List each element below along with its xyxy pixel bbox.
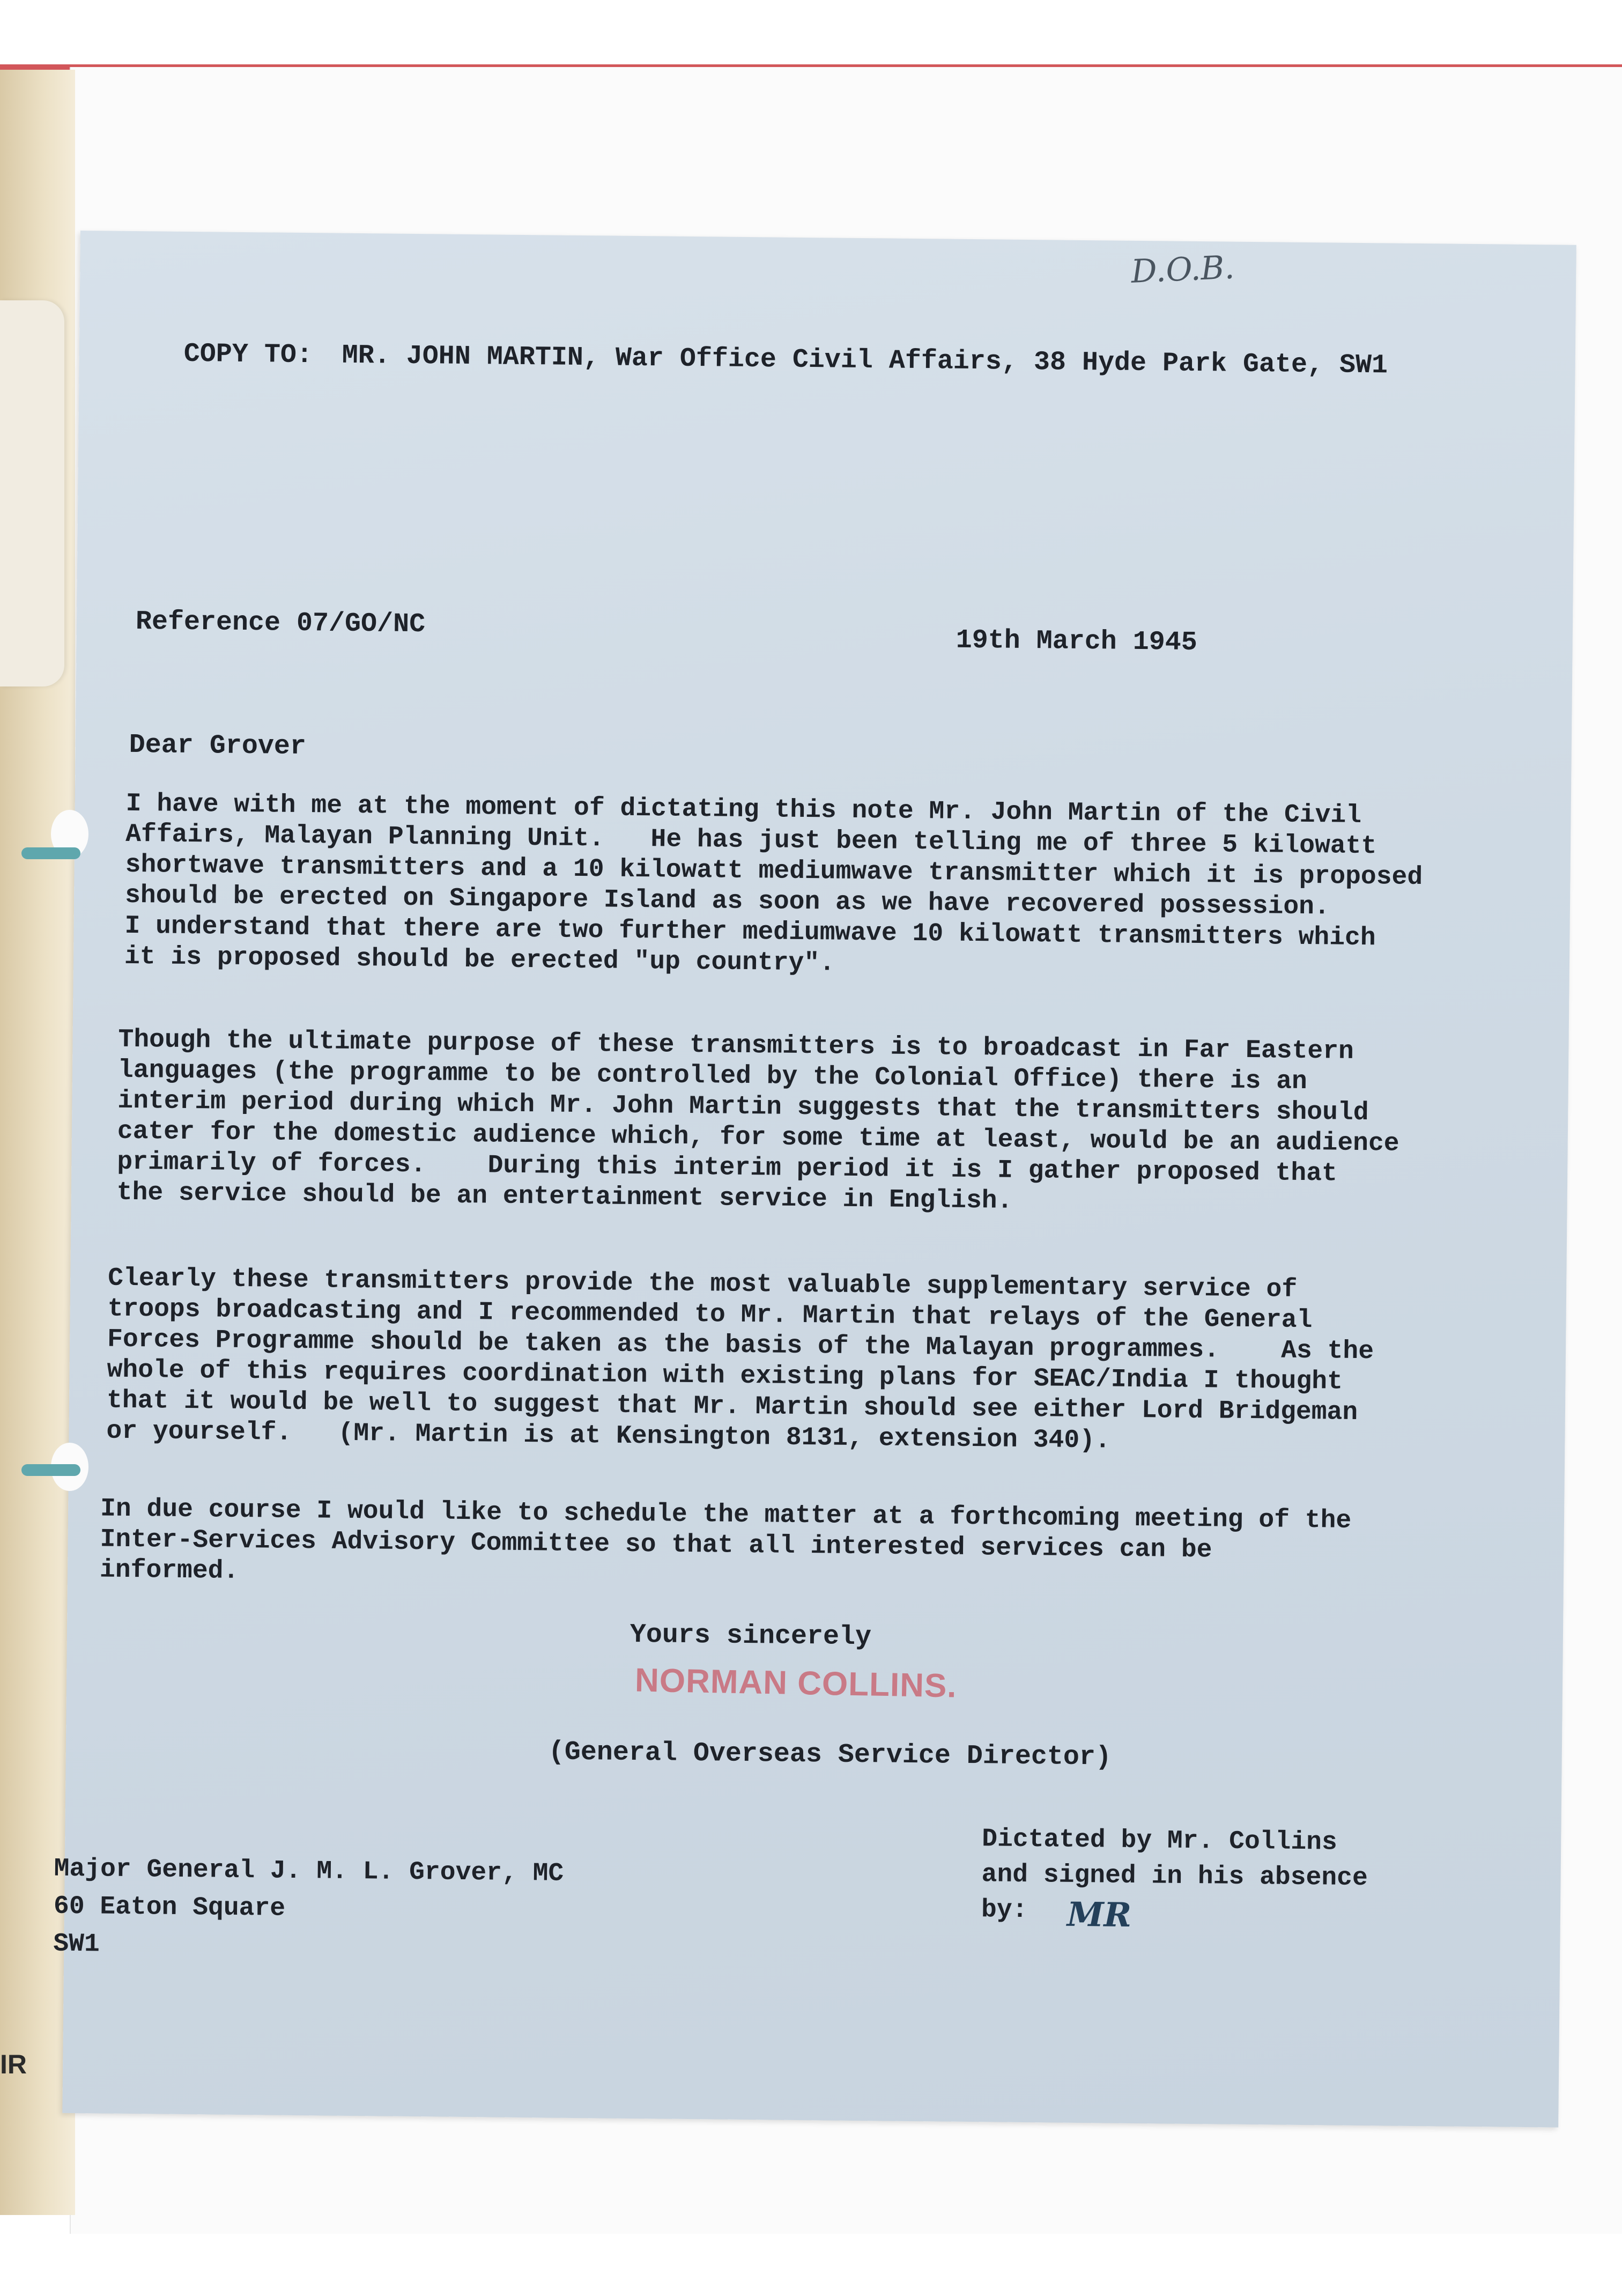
handwritten-signature: MR: [1066, 1894, 1132, 1935]
closing: Yours sincerely: [629, 1619, 872, 1653]
reference: Reference 07/GO/NC: [135, 607, 426, 640]
binding-string-top: [21, 847, 80, 859]
paragraph-1: I have with me at the moment of dictating this note Mr. John Martin of the Civil Affairs, Malayan Planning Unit. He has just been telling me of three 5 kilowatt shortwave transmitters and a 10 kilowatt mediumwave transmitter which it is proposed should be erected on Singapore Island as soon as we have recovered possession. I understand that there are two further mediumwave 10 kilowatt transmitters which it is proposed should be erected "up country".: [124, 789, 1423, 978]
stamped-signature-name: NORMAN COLLINS.: [634, 1662, 958, 1705]
paragraph-2: Though the ultimate purpose of these transmitters is to broadcast in Far Eastern languages (the programme to be controlled by the Colonial Office) there is an interim period during which Mr. John Martin suggests that the transmitters should cater for the domestic audience which, for some time at least, would be an audience primarily of forces. During this interim period it is I gather proposed that the service should be an entertainment service in English.: [116, 1025, 1399, 1216]
binding-string-bottom: [21, 1464, 80, 1476]
paragraph-3: Clearly these transmitters provide the most valuable supplementary service of troops broadcasting and I recommended to Mr. Martin that relays of the General Forces Programme should be taken as the basis of the Malayan programmes. As the whole of this requires coordination with existing plans for SEAC/India I thought that it would be well to suggest that Mr. Martin should see either Lord Bridgeman or yourself. (Mr. Martin is at Kensington 8131, extension 340).: [106, 1264, 1374, 1456]
signatory-title: (General Overseas Service Director): [548, 1737, 1112, 1773]
copy-to-label: COPY TO:: [183, 338, 313, 371]
handwritten-initials: D.O.B.: [1130, 248, 1235, 291]
salutation: Dear Grover: [129, 729, 307, 763]
folder-tab: [0, 300, 64, 686]
copy-to-text: MR. JOHN MARTIN, War Office Civil Affairs, 38 Hyde Park Gate, SW1: [342, 340, 1388, 381]
letter-date: 19th March 1945: [956, 625, 1198, 659]
paragraph-4: In due course I would like to schedule the matter at a forthcoming meeting of the Inter-Services Advisory Committee so that all interested services can be informed.: [99, 1494, 1352, 1586]
margin-edge-text: IR: [0, 2049, 27, 2079]
dictation-note: Dictated by Mr. Collins and signed in his absence by:: [981, 1825, 1368, 1925]
addressee-block: Major General J. M. L. Grover, MC 60 Eaton Square SW1: [53, 1854, 564, 1959]
typed-letter: [53, 231, 1576, 2128]
